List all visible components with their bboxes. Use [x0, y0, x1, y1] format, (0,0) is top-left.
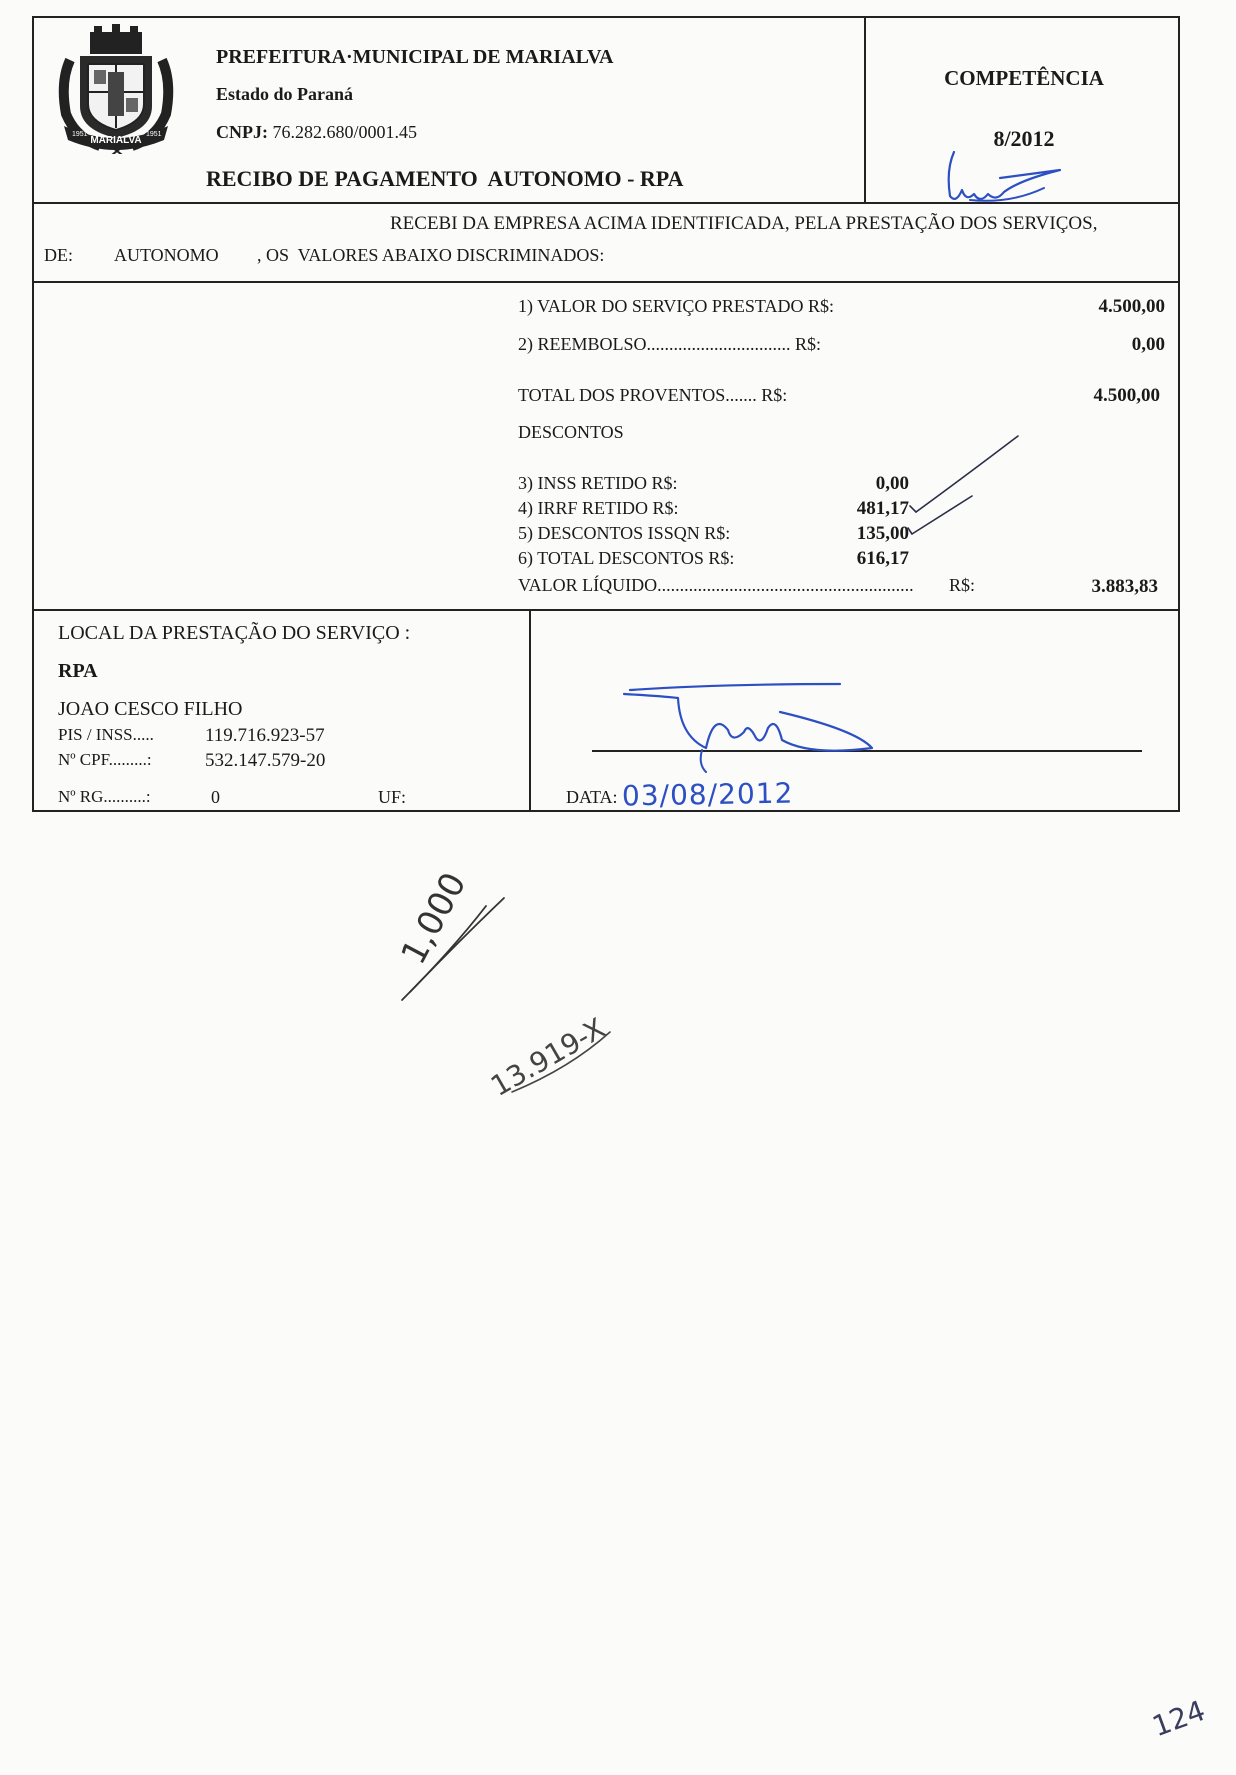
irrf-amount: 481,17 [856, 498, 909, 519]
statement-divider [32, 281, 1180, 283]
statement-line-2: , OS VALORES ABAIXO DISCRIMINADOS: [257, 245, 605, 265]
service-value-amount: 4.500,00 [1098, 296, 1165, 317]
cpf-value: 532.147.579-20 [205, 750, 326, 771]
provider-signature [620, 676, 890, 796]
org-cnpj [216, 122, 417, 143]
note-13919-text: 13.919-X [485, 1011, 611, 1103]
service-place-label: LOCAL DA PRESTAÇÃO DO SERVIÇO : [58, 622, 411, 644]
net-value-currency: R$: [949, 575, 976, 595]
footer-divider [529, 609, 531, 812]
inss-amount: 0,00 [875, 473, 909, 494]
cnpj-label: CNPJ: [216, 122, 268, 142]
discounts-heading: DESCONTOS [518, 422, 624, 442]
check-marks [900, 430, 1030, 550]
handwritten-note-13919 [470, 990, 620, 1103]
municipal-seal-logo [50, 22, 182, 154]
cpf-label: Nº CPF.........: [58, 750, 152, 769]
net-value-amount: 3.883,83 [1091, 576, 1158, 597]
reimbursement-label: 2) REEMBOLSO................................ R$: [518, 334, 822, 354]
note-1000-text: 1,000 [393, 866, 475, 971]
competence-initials [940, 140, 1070, 210]
document-title: RECIBO DE PAGAMENTO AUTONOMO - RPA [206, 166, 684, 191]
service-value-label: 1) VALOR DO SERVIÇO PRESTADO R$: [518, 296, 834, 316]
org-state: Estado do Paraná [216, 84, 354, 104]
date-value-handwritten: 03/08/2012 [621, 776, 794, 813]
statement-de-value: AUTONOMO [114, 245, 219, 265]
seal-name: MARIALVA [90, 135, 142, 146]
competence-value: 8/2012 [993, 126, 1055, 151]
statement-line-1: RECEBI DA EMPRESA ACIMA IDENTIFICADA, PELA PRESTAÇÃO DOS SERVIÇOS, [390, 213, 1098, 234]
values-divider [32, 609, 1180, 611]
total-discounts-label: 6) TOTAL DESCONTOS R$: [518, 548, 735, 568]
inss-label: 3) INSS RETIDO R$: [518, 473, 678, 493]
competence-label: COMPETÊNCIA [944, 66, 1104, 90]
service-place-value: RPA [58, 660, 98, 682]
pis-label: PIS / INSS..... [58, 725, 154, 744]
pis-value: 119.716.923-57 [205, 725, 325, 746]
competence-divider [864, 16, 866, 204]
seal-year-left: 1951 [72, 131, 88, 138]
total-earnings-label: TOTAL DOS PROVENTOS....... R$: [518, 385, 788, 405]
issqn-amount: 135,00 [856, 523, 909, 544]
irrf-label: 4) IRRF RETIDO R$: [518, 498, 679, 518]
date-label: DATA: [566, 787, 618, 807]
page-number-handwritten: 124 [1147, 1693, 1210, 1744]
handwritten-note-1000 [380, 866, 520, 1010]
statement-de-label: DE: [44, 245, 73, 265]
rg-label: Nº RG..........: [58, 787, 151, 806]
org-name: PREFEITURA·MUNICIPAL DE MARIALVA [216, 46, 614, 68]
seal-year-right: 1951 [146, 131, 162, 138]
provider-name: JOAO CESCO FILHO [58, 698, 243, 720]
reimbursement-amount: 0,00 [1131, 334, 1165, 355]
rg-value: 0 [211, 787, 220, 807]
total-earnings-amount: 4.500,00 [1093, 385, 1160, 406]
total-discounts-amount: 616,17 [856, 548, 909, 569]
net-value-label: VALOR LÍQUIDO......................................................... [518, 575, 914, 595]
issqn-label: 5) DESCONTOS ISSQN R$: [518, 523, 731, 543]
cnpj-value: 76.282.680/0001.45 [272, 122, 418, 142]
uf-label: UF: [378, 787, 407, 807]
